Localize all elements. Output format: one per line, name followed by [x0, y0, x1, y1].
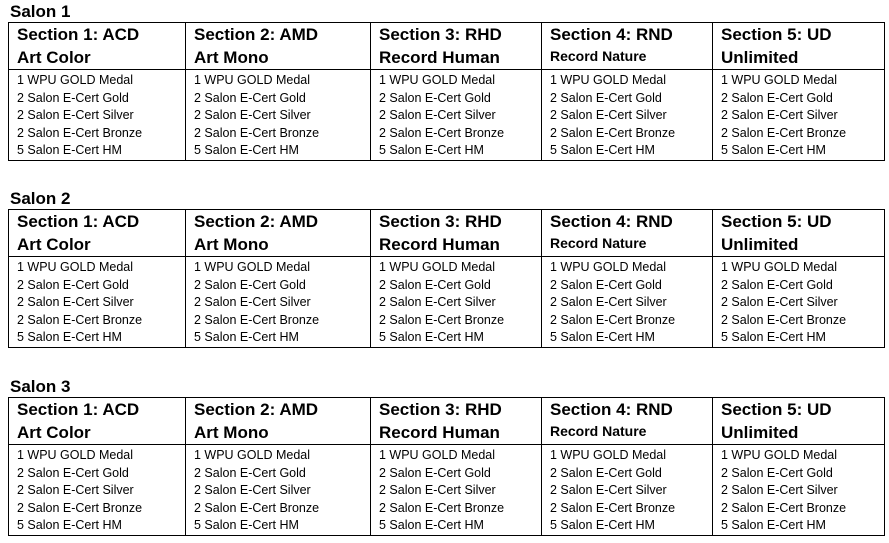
award-item: 1 WPU GOLD Medal	[721, 73, 838, 87]
award-item: 2 Salon E-Cert Silver	[550, 108, 667, 122]
section-name: Unlimited	[721, 235, 799, 254]
award-item: 2 Salon E-Cert Gold	[550, 465, 662, 480]
salon-title: Salon 3	[10, 377, 71, 396]
award-item: 2 Salon E-Cert Bronze	[17, 125, 143, 140]
award-item: 2 Salon E-Cert Gold	[17, 277, 129, 292]
award-item: 2 Salon E-Cert Bronze	[550, 500, 676, 515]
award-item: 2 Salon E-Cert Silver	[194, 108, 311, 122]
section-name: Art Color	[17, 48, 91, 67]
award-item: 5 Salon E-Cert HM	[379, 143, 484, 157]
section-name: Record Nature	[550, 48, 647, 64]
award-item: 1 WPU GOLD Medal	[194, 448, 311, 462]
awards-row	[9, 257, 885, 348]
awards-cell	[186, 445, 371, 536]
award-item: 2 Salon E-Cert Silver	[721, 108, 838, 122]
section-header-cell	[186, 398, 371, 445]
award-item: 2 Salon E-Cert Gold	[379, 277, 491, 292]
award-item: 1 WPU GOLD Medal	[17, 260, 134, 274]
awards-cell	[371, 445, 542, 536]
awards-cell	[713, 445, 885, 536]
section-header-cell	[9, 23, 186, 70]
section-name: Art Color	[17, 235, 91, 254]
awards-cell	[713, 70, 885, 161]
awards-row	[9, 445, 885, 536]
section-code: Section 1: ACD	[17, 400, 140, 419]
section-name: Record Human	[379, 48, 500, 67]
section-code: Section 3: RHD	[379, 400, 502, 419]
award-item: 1 WPU GOLD Medal	[194, 260, 311, 274]
award-item: 1 WPU GOLD Medal	[721, 260, 838, 274]
salon-block	[8, 2, 884, 161]
award-item: 2 Salon E-Cert Gold	[721, 90, 833, 105]
section-name: Art Mono	[194, 48, 269, 67]
award-item: 5 Salon E-Cert HM	[550, 518, 655, 532]
award-item: 1 WPU GOLD Medal	[194, 73, 311, 87]
award-item: 2 Salon E-Cert Gold	[550, 277, 662, 292]
award-item: 1 WPU GOLD Medal	[379, 448, 496, 462]
section-code: Section 4: RND	[550, 25, 673, 44]
section-header-cell	[542, 23, 713, 70]
award-item: 2 Salon E-Cert Silver	[17, 108, 134, 122]
award-item: 2 Salon E-Cert Gold	[379, 90, 491, 105]
award-item: 1 WPU GOLD Medal	[550, 448, 667, 462]
award-item: 2 Salon E-Cert Bronze	[721, 125, 847, 140]
section-header-cell	[371, 210, 542, 257]
salon-title: Salon 2	[10, 189, 71, 208]
awards-cell	[9, 445, 186, 536]
section-code: Section 1: ACD	[17, 212, 140, 231]
award-item: 5 Salon E-Cert HM	[721, 518, 826, 532]
section-header-cell	[542, 210, 713, 257]
award-item: 1 WPU GOLD Medal	[550, 73, 667, 87]
award-item: 2 Salon E-Cert Gold	[17, 90, 129, 105]
awards-cell	[9, 70, 186, 161]
section-code: Section 5: UD	[721, 212, 832, 231]
awards-cell	[542, 70, 713, 161]
award-item: 2 Salon E-Cert Bronze	[17, 500, 143, 515]
award-item: 2 Salon E-Cert Gold	[379, 465, 491, 480]
salon-block	[8, 189, 884, 348]
section-code: Section 3: RHD	[379, 25, 502, 44]
awards-cell	[9, 257, 186, 348]
award-item: 2 Salon E-Cert Silver	[379, 295, 496, 309]
award-item: 2 Salon E-Cert Bronze	[721, 500, 847, 515]
section-code: Section 4: RND	[550, 212, 673, 231]
section-code: Section 2: AMD	[194, 25, 319, 44]
section-code: Section 2: AMD	[194, 212, 319, 231]
award-item: 2 Salon E-Cert Silver	[194, 295, 311, 309]
award-item: 2 Salon E-Cert Gold	[194, 277, 306, 292]
award-item: 2 Salon E-Cert Bronze	[379, 500, 505, 515]
section-header-cell	[186, 210, 371, 257]
section-name: Unlimited	[721, 423, 799, 442]
award-item: 2 Salon E-Cert Bronze	[17, 312, 143, 327]
award-item: 5 Salon E-Cert HM	[550, 330, 655, 344]
award-item: 2 Salon E-Cert Bronze	[379, 312, 505, 327]
section-header-cell	[542, 398, 713, 445]
award-item: 1 WPU GOLD Medal	[17, 448, 134, 462]
section-header-cell	[713, 210, 885, 257]
section-code: Section 5: UD	[721, 400, 832, 419]
section-header-cell	[9, 210, 186, 257]
section-header-cell	[371, 23, 542, 70]
award-item: 2 Salon E-Cert Bronze	[550, 125, 676, 140]
award-item: 2 Salon E-Cert Silver	[550, 295, 667, 309]
section-name: Record Nature	[550, 235, 647, 251]
awards-cell	[371, 70, 542, 161]
award-item: 2 Salon E-Cert Silver	[721, 295, 838, 309]
section-code: Section 3: RHD	[379, 212, 502, 231]
section-name: Record Human	[379, 423, 500, 442]
award-item: 2 Salon E-Cert Gold	[550, 90, 662, 105]
section-header-row	[9, 23, 885, 70]
section-header-cell	[713, 398, 885, 445]
award-item: 2 Salon E-Cert Bronze	[550, 312, 676, 327]
award-item: 2 Salon E-Cert Silver	[17, 295, 134, 309]
salon-title: Salon 1	[10, 2, 71, 21]
awards-cell	[186, 70, 371, 161]
award-item: 5 Salon E-Cert HM	[17, 143, 122, 157]
awards-table	[8, 397, 885, 536]
section-code: Section 4: RND	[550, 400, 673, 419]
awards-cell	[371, 257, 542, 348]
award-item: 5 Salon E-Cert HM	[194, 330, 299, 344]
award-item: 2 Salon E-Cert Bronze	[379, 125, 505, 140]
section-header-row	[9, 210, 885, 257]
award-item: 2 Salon E-Cert Gold	[194, 465, 306, 480]
award-item: 5 Salon E-Cert HM	[17, 330, 122, 344]
award-item: 2 Salon E-Cert Bronze	[721, 312, 847, 327]
award-item: 2 Salon E-Cert Silver	[550, 483, 667, 497]
award-item: 5 Salon E-Cert HM	[194, 518, 299, 532]
section-header-cell	[713, 23, 885, 70]
award-item: 2 Salon E-Cert Bronze	[194, 125, 320, 140]
award-item: 5 Salon E-Cert HM	[721, 330, 826, 344]
award-item: 1 WPU GOLD Medal	[17, 73, 134, 87]
section-header-cell	[371, 398, 542, 445]
awards-cell	[542, 445, 713, 536]
award-item: 2 Salon E-Cert Silver	[17, 483, 134, 497]
award-item: 2 Salon E-Cert Gold	[721, 277, 833, 292]
awards-row	[9, 70, 885, 161]
award-item: 5 Salon E-Cert HM	[721, 143, 826, 157]
award-item: 2 Salon E-Cert Gold	[721, 465, 833, 480]
awards-cell	[542, 257, 713, 348]
section-header-cell	[186, 23, 371, 70]
awards-cell	[186, 257, 371, 348]
section-header-row	[9, 398, 885, 445]
section-name: Record Human	[379, 235, 500, 254]
award-item: 2 Salon E-Cert Silver	[721, 483, 838, 497]
award-item: 2 Salon E-Cert Gold	[194, 90, 306, 105]
award-item: 2 Salon E-Cert Bronze	[194, 312, 320, 327]
awards-table	[8, 22, 885, 161]
award-item: 2 Salon E-Cert Silver	[194, 483, 311, 497]
award-item: 5 Salon E-Cert HM	[17, 518, 122, 532]
award-item: 5 Salon E-Cert HM	[379, 518, 484, 532]
award-item: 5 Salon E-Cert HM	[379, 330, 484, 344]
section-header-cell	[9, 398, 186, 445]
section-name: Art Mono	[194, 235, 269, 254]
section-code: Section 1: ACD	[17, 25, 140, 44]
award-item: 2 Salon E-Cert Silver	[379, 108, 496, 122]
awards-table	[8, 209, 885, 348]
award-item: 5 Salon E-Cert HM	[550, 143, 655, 157]
section-name: Art Mono	[194, 423, 269, 442]
award-item: 5 Salon E-Cert HM	[194, 143, 299, 157]
section-code: Section 5: UD	[721, 25, 832, 44]
award-item: 2 Salon E-Cert Bronze	[194, 500, 320, 515]
salon-block	[8, 377, 884, 536]
section-name: Art Color	[17, 423, 91, 442]
award-item: 1 WPU GOLD Medal	[721, 448, 838, 462]
section-name: Unlimited	[721, 48, 799, 67]
award-item: 1 WPU GOLD Medal	[379, 73, 496, 87]
award-item: 2 Salon E-Cert Silver	[379, 483, 496, 497]
awards-cell	[713, 257, 885, 348]
award-item: 1 WPU GOLD Medal	[379, 260, 496, 274]
award-item: 1 WPU GOLD Medal	[550, 260, 667, 274]
section-code: Section 2: AMD	[194, 400, 319, 419]
award-item: 2 Salon E-Cert Gold	[17, 465, 129, 480]
section-name: Record Nature	[550, 423, 647, 439]
